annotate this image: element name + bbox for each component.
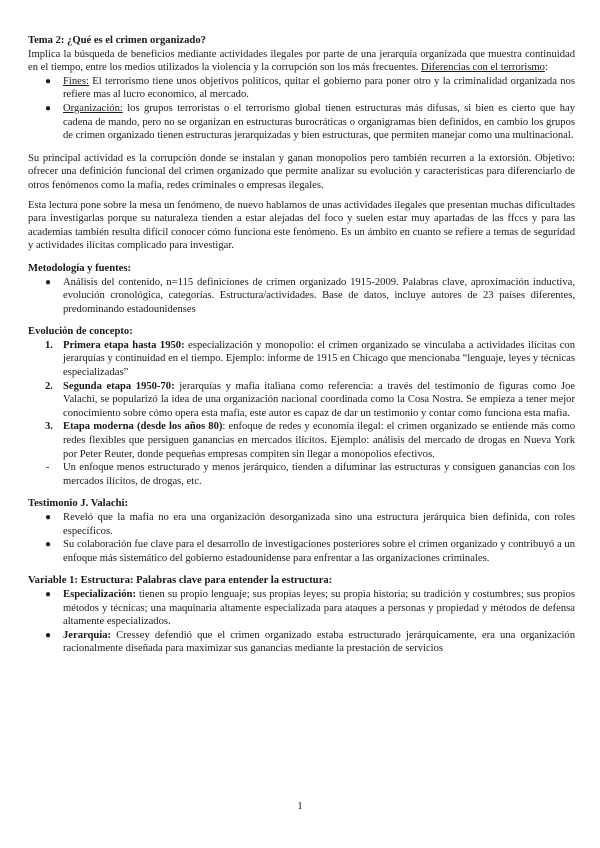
dash-icon: - xyxy=(46,462,50,474)
section-title-variable1: Variable 1: Estructura: Palabras clave para entender la estructura: xyxy=(28,575,333,587)
item-number: 1. xyxy=(45,339,53,351)
bullet-icon: ● xyxy=(45,629,52,641)
item-label: Primera etapa hasta 1950: xyxy=(63,339,185,351)
list-item xyxy=(28,339,575,380)
bullet-label: Fines: xyxy=(63,75,89,87)
bullet-icon: ● xyxy=(45,75,52,87)
diff-list xyxy=(28,75,575,143)
list-item xyxy=(28,276,575,317)
bullet-text: El terrorismo tiene unos objetivos políticos, quitar el gobierno para poner otro y la criminalidad organizada nos refiere mas al lucro economico, al mercado. xyxy=(63,75,575,101)
paragraph-lectura: Esta lectura pone sobre la mesa un fenómeno, de nuevo hablamos de unas actividades ilegales que presentan muchas dificultades para investigarlas porque su naturaleza tienden a estar alejadas del foco y suelen estar muy apartadas de las ffccs y para las academias también resulta difícil conocer cómo funciona este fenómeno. Es un ámbito en cuanto se refiere a temas de seguridad y actividades ilícitas complicado para investigar. xyxy=(28,199,575,252)
item-text: jerarquías y mafia italiana como referencia: a través del testimonio de figuras como Joe Valachi, se popularizó la idea de una organización nacional coordinada como la Cosa Nostra. Se empieza a tener mejor conocimiento sobre cómo opera esta mafia, este autor es capaz de dar un testimonio y contar como funciona esta mafia. xyxy=(63,380,575,419)
dash-item xyxy=(28,461,575,488)
bullet-icon: ● xyxy=(45,276,52,288)
list-item xyxy=(28,629,575,656)
list-item xyxy=(28,75,575,102)
bullet-label: Especialización: xyxy=(63,588,136,600)
item-text: especialización y monopolio: el crimen organizado se vinculaba a actividades ilícitas con jerarquías y continuidad en el tiempo. Ejemplo: informe de 1915 en Chicago que mencionaba “lenguaje, leyes y técnicas especializadas” xyxy=(63,339,575,379)
item-label: Segunda etapa 1950-70: xyxy=(63,380,175,392)
bullet-icon: ● xyxy=(45,102,52,114)
bullet-icon: ● xyxy=(45,539,52,551)
page-number: 1 xyxy=(297,800,303,812)
list-item xyxy=(28,102,575,143)
dash-text: Un enfoque menos estructurado y menos jerárquico, tienden a difuminar las estructuras y consiguen ganancias con los mercados ilícitos, de drogas, etc. xyxy=(63,462,575,487)
list-item xyxy=(28,380,575,421)
paragraph-actividad: Su principal actividad es la corrupción donde se instalan y ganan monopolios pero también recurren a la extorsión. Objetivo: ofrecer una definición funcional del crimen organizado que permite analizar su evolución y características para diferenciarlo de otros fenómenos como la mafia, redes criminales o empresas ilegales. xyxy=(28,152,575,191)
item-text: : enfoque de redes y economía ilegal: el crimen organizado se entiende más como redes flexibles que persiguen ganancias en mercados ilícitos. Ejemplo: análisis del mercado de drogas en Nueva York por Peter Reuter, donde pequeñas empresas compiten sin llegar a monopolios efectivos. xyxy=(63,421,575,460)
document-page xyxy=(28,34,575,656)
item-number: 2. xyxy=(45,380,53,392)
bullet-text: Análisis del contenido, n=115 definiciones de crimen organizado 1915-2009. Palabras clave, aproximación inductiva, evolución cronológica, categorías. Estructura/actividades. Base de datos, incluye autores de 23 países diferentes, predominando estadounidenses xyxy=(63,276,575,315)
section-title-tema2: Tema 2: ¿Qué es el crimen organizado? xyxy=(28,35,206,46)
bullet-text: Su colaboración fue clave para el desarrollo de investigaciones posteriores sobre el crimen organizado y contribuyó a un enfoque más sistemático del gobierno estadounidense para enfrentar a las organizaciones criminales. xyxy=(63,539,575,564)
section-title-metodologia: Metodología y fuentes: xyxy=(28,262,131,274)
section-title-evolucion: Evolución de concepto: xyxy=(28,326,133,338)
list-item xyxy=(28,538,575,565)
bullet-label: Organización: xyxy=(63,102,123,114)
bullet-icon: ● xyxy=(45,588,52,600)
bullet-icon: ● xyxy=(45,512,52,523)
bullet-text: Reveló que la mafia no era una organización desorganizada sino una estructura jerárquica bien definida, con roles específicos. xyxy=(63,512,575,537)
bullet-text: tienen su propio lenguaje; sus propias leyes; su propia historia; su tradición y costumbres; sus propios métodos y técnicas; una maquinaria altamente especializada para ataques a personas y propiedad y métodos de defensa altamente especializados. xyxy=(63,588,575,628)
intro-text: Implica la búsqueda de beneficios mediante actividades ilegales por parte de una jerarquía organizada que muestra continuidad en el tiempo, entre los medios utilizados la violencia y la corrupción son los más frecuentes. xyxy=(28,48,575,74)
list-item xyxy=(28,588,575,629)
bullet-label: Jerarquía: xyxy=(63,629,112,641)
list-item xyxy=(28,511,575,538)
metodologia-list xyxy=(28,276,575,317)
diff-suffix: : xyxy=(544,62,548,74)
section-title-valachi: Testimonio J. Valachi: xyxy=(28,498,128,510)
item-number: 3. xyxy=(45,421,53,433)
intro-paragraph xyxy=(28,48,575,75)
valachi-list xyxy=(28,511,575,565)
diff-label: Diferencias con el terrorismo xyxy=(421,62,545,74)
bullet-text: los grupos terroristas o el terrorismo global tienen estructuras más difusas, si bien es cierto que hay cadena de mando, pero no se organizan en estructuras burocráticas o organigramas bien definidos, en cambio los grupos de crimen organizado tienen estructuras jerarquizadas y bien estructuras, que permiten manejar como una multinacional. xyxy=(63,102,575,142)
variable1-list xyxy=(28,588,575,656)
evolucion-list xyxy=(28,339,575,461)
item-label: Etapa moderna (desde los años 80) xyxy=(63,421,223,433)
list-item xyxy=(28,420,575,461)
bullet-text: Cressey defendió que el crimen organizado estaba estructurado jerárquicamente, era una organización racionalmente diseñada para maximizar sus ganancias mediante la prestación de servicios xyxy=(63,629,575,655)
